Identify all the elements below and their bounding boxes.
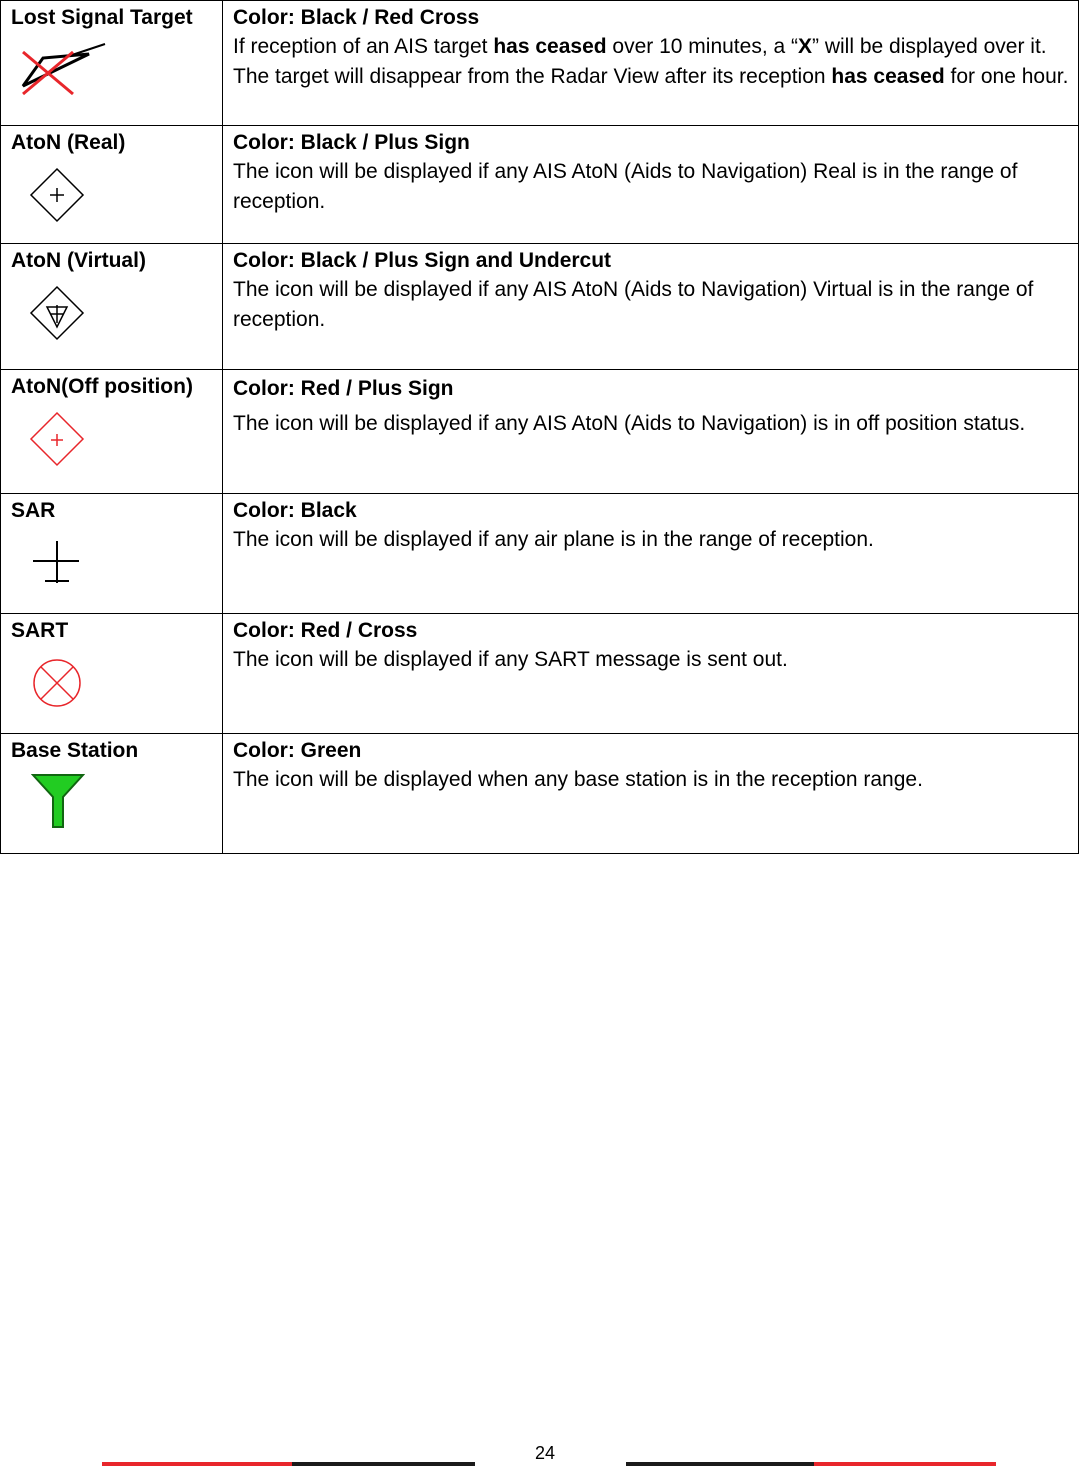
icon-description-cell: [223, 614, 1079, 734]
icon-color: Color: Black / Red Cross: [233, 6, 480, 29]
desc-emphasis: has ceased: [831, 65, 945, 88]
icon-name: SART: [11, 619, 69, 642]
icon-color: Color: Red / Cross: [233, 619, 418, 642]
page-footer: [0, 1440, 1079, 1470]
aton-off-position-icon: [29, 411, 214, 472]
aton-real-icon: [29, 167, 214, 228]
icon-name-cell: [1, 494, 223, 614]
icon-description-cell: [223, 370, 1079, 494]
icon-description-cell: [223, 126, 1079, 244]
footer-rule-black-left: [292, 1462, 475, 1466]
icon-name: SAR: [11, 499, 56, 522]
table-row: [1, 734, 1079, 854]
icon-name-cell: [1, 244, 223, 370]
table-row: [1, 494, 1079, 614]
desc-text: ” will be displayed over it. The target will disappear from the Radar View after its reception: [233, 35, 1047, 88]
icon-color: Color: Black / Plus Sign and Undercut: [233, 249, 612, 272]
footer-rule-red-left: [102, 1462, 292, 1466]
sart-icon: [31, 657, 214, 714]
icon-description-cell: [223, 1, 1079, 126]
icon-description: The icon will be displayed if any air plane is in the range of reception.: [233, 528, 874, 551]
footer-rule-black-right: [626, 1462, 814, 1466]
page-number: 24: [534, 1443, 556, 1463]
icon-color: Color: Black: [233, 499, 357, 522]
icon-description-cell: [223, 734, 1079, 854]
icon-description: The icon will be displayed if any AIS AtoN (Aids to Navigation) Real is in the range of reception.: [233, 160, 1018, 213]
table-row: [1, 244, 1079, 370]
icon-color: Color: Red / Plus Sign: [233, 377, 454, 400]
icon-description: The icon will be displayed if any AIS AtoN (Aids to Navigation) Virtual is in the range of reception.: [233, 278, 1034, 331]
lost-signal-target-icon: [19, 42, 214, 101]
base-station-icon: [31, 773, 214, 834]
desc-text: over 10 minutes, a “: [606, 35, 798, 58]
icon-name-cell: [1, 370, 223, 494]
icon-description: The icon will be displayed when any base station is in the reception range.: [233, 768, 923, 791]
icon-name-cell: [1, 126, 223, 244]
icon-description: The icon will be displayed if any SART message is sent out.: [233, 648, 788, 671]
icon-name: Base Station: [11, 739, 139, 762]
icon-description-cell: [223, 494, 1079, 614]
table-row: [1, 1, 1079, 126]
icon-description: The icon will be displayed if any AIS AtoN (Aids to Navigation) is in off position status.: [233, 412, 1026, 435]
icon-name: Lost Signal Target: [11, 6, 193, 29]
icon-name: AtoN (Virtual): [11, 249, 146, 272]
table-row: [1, 126, 1079, 244]
desc-emphasis: X: [798, 35, 813, 58]
desc-emphasis: has ceased: [493, 35, 607, 58]
icon-color: Color: Black / Plus Sign: [233, 131, 470, 154]
icon-name: AtoN(Off position): [11, 375, 193, 398]
icon-name-cell: [1, 734, 223, 854]
desc-text: If reception of an AIS target: [233, 35, 494, 58]
desc-text: for one hour.: [944, 65, 1069, 88]
footer-rule-red-right: [814, 1462, 996, 1466]
sar-aircraft-icon: [31, 539, 214, 590]
table-row: [1, 370, 1079, 494]
icon-description: [233, 32, 1070, 92]
icon-name: AtoN (Real): [11, 131, 126, 154]
icon-description-cell: [223, 244, 1079, 370]
table-row: [1, 614, 1079, 734]
icon-name-cell: [1, 614, 223, 734]
aton-virtual-icon: [29, 285, 214, 346]
icon-name-cell: [1, 1, 223, 126]
icon-color: Color: Green: [233, 739, 362, 762]
